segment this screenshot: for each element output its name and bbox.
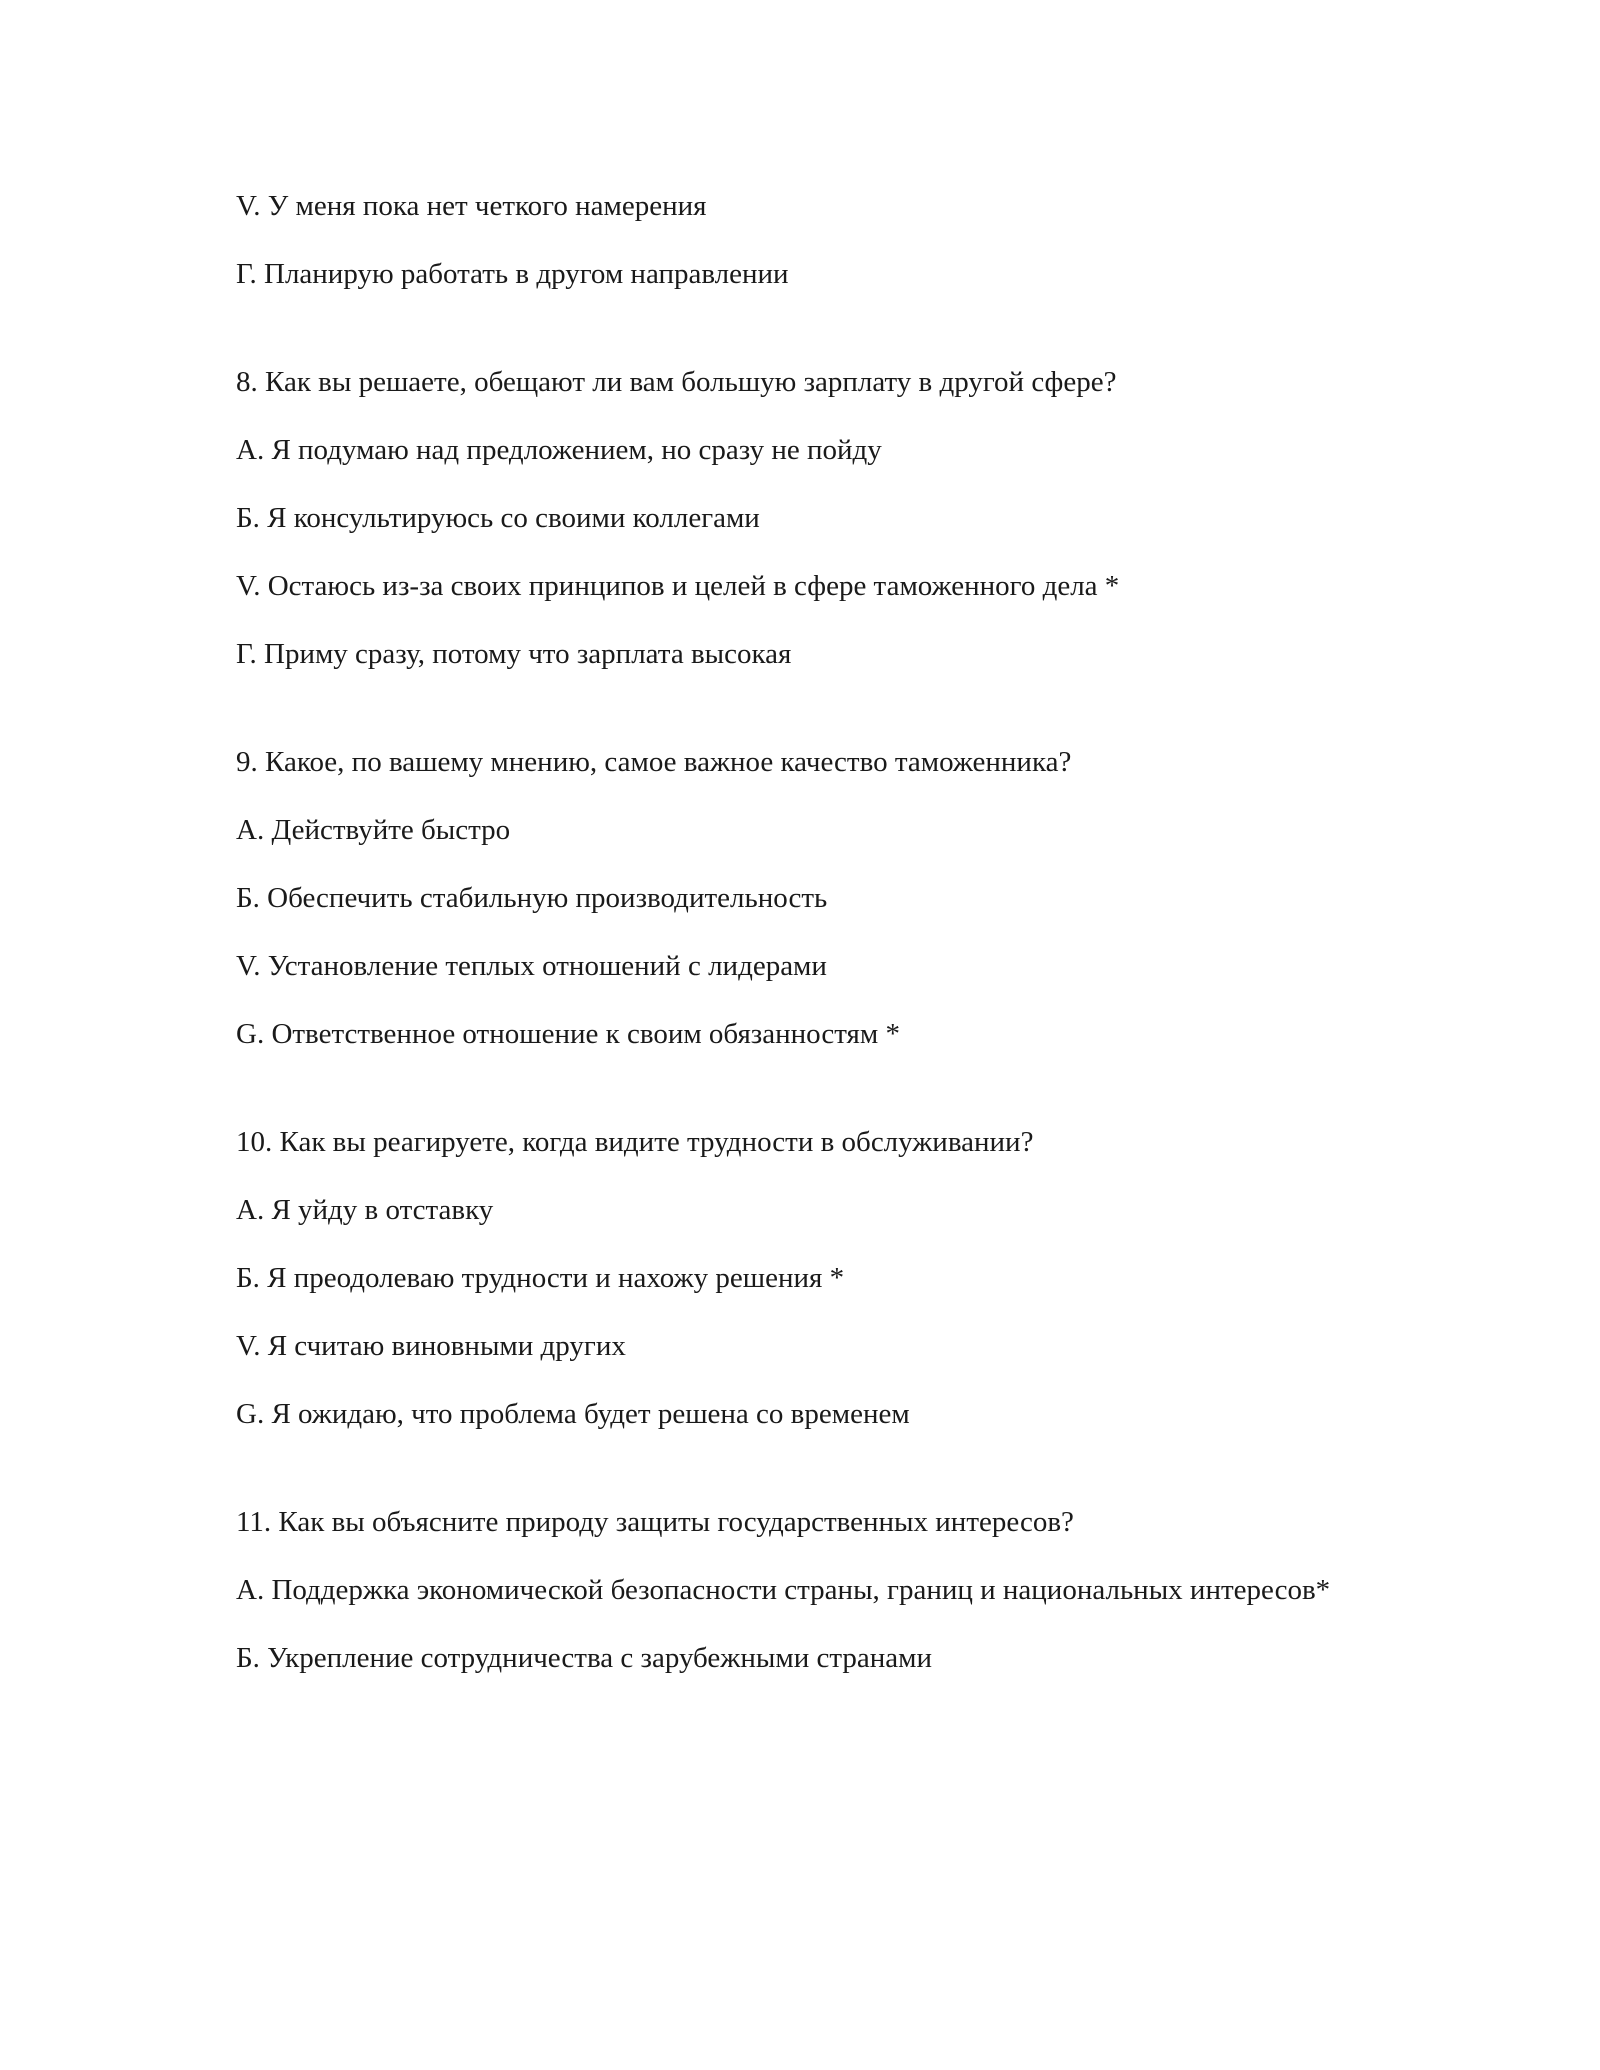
answer-option: V. Установление теплых отношений с лидерами [236, 950, 827, 982]
answer-option: А. Действуйте быстро [236, 814, 511, 846]
answer-option: А. Я уйду в отставку [236, 1194, 494, 1226]
question-block-9 [236, 742, 1366, 1054]
question-text: 11. Как вы объясните природу защиты государственных интересов? [236, 1506, 1074, 1538]
answer-option: А. Я подумаю над предложением, но сразу не пойду [236, 434, 882, 466]
answer-option: V. У меня пока нет четкого намерения [236, 190, 707, 222]
question-text: 8. Как вы решаете, обещают ли вам большую зарплату в другой сфере? [236, 366, 1117, 398]
answer-option: Б. Я консультируюсь со своими коллегами [236, 502, 760, 534]
answer-option: Б. Я преодолеваю трудности и нахожу решения * [236, 1262, 845, 1294]
question-text: 9. Какое, по вашему мнению, самое важное качество таможенника? [236, 746, 1072, 778]
answer-option: Г. Приму сразу, потому что зарплата высокая [236, 638, 792, 670]
answer-option: Б. Укрепление сотрудничества с зарубежными странами [236, 1642, 932, 1674]
answer-option: G. Ответственное отношение к своим обязанностям * [236, 1018, 900, 1050]
question-block-10 [236, 1122, 1366, 1434]
document-page [236, 186, 1366, 1706]
answer-option: Б. Обеспечить стабильную производительность [236, 882, 828, 914]
answer-option: G. Я ожидаю, что проблема будет решена со временем [236, 1398, 910, 1430]
answer-option: А. Поддержка экономической безопасности страны, границ и национальных интересов* [236, 1574, 1331, 1606]
answer-option: V. Я считаю виновными других [236, 1330, 626, 1362]
answer-option: Г. Планирую работать в другом направлении [236, 258, 789, 290]
question-text: 10. Как вы реагируете, когда видите трудности в обслуживании? [236, 1126, 1034, 1158]
question-block-8 [236, 362, 1366, 674]
question-block-11 [236, 1502, 1366, 1678]
answer-option: V. Остаюсь из-за своих принципов и целей в сфере таможенного дела * [236, 570, 1120, 602]
question-block-7-continued [236, 186, 1366, 294]
